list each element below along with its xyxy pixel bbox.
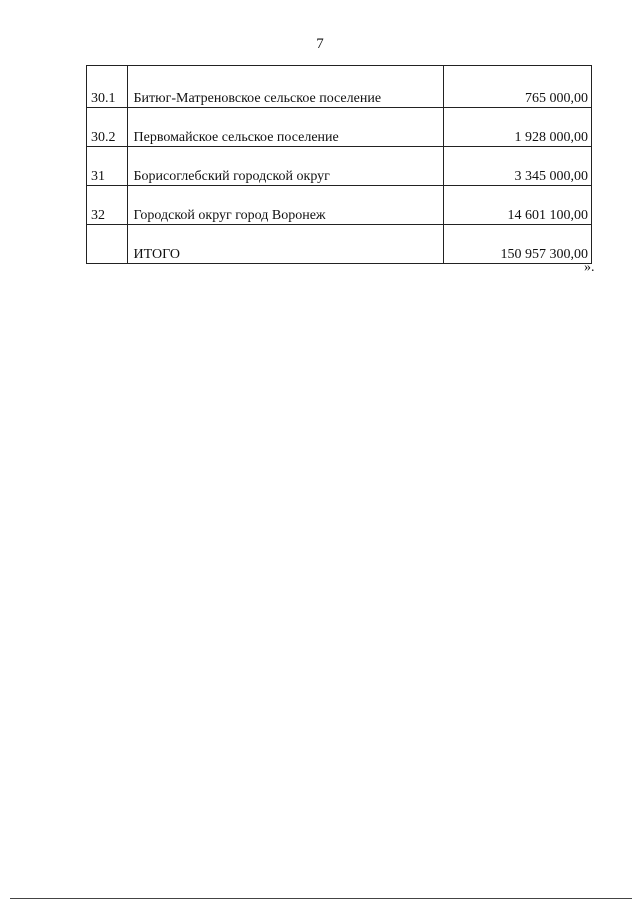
row-number-cell xyxy=(87,225,128,264)
amount-cell: 1 928 000,00 xyxy=(444,108,592,147)
amount-cell: 3 345 000,00 xyxy=(444,147,592,186)
row-number-cell: 30.1 xyxy=(87,66,128,108)
row-number-cell: 30.2 xyxy=(87,108,128,147)
table-body xyxy=(87,66,592,264)
row-number-cell: 32 xyxy=(87,186,128,225)
table-row xyxy=(87,147,592,186)
page-number: 7 xyxy=(316,36,324,52)
allocation-table xyxy=(86,65,592,264)
municipality-name-cell: Битюг-Матреновское сельское поселение xyxy=(127,66,444,108)
total-row xyxy=(87,225,592,264)
amount-cell: 765 000,00 xyxy=(444,66,592,108)
amount-cell: 14 601 100,00 xyxy=(444,186,592,225)
municipality-name-cell: Городской округ город Воронеж xyxy=(127,186,444,225)
table-row xyxy=(87,66,592,108)
row-number-cell: 31 xyxy=(87,147,128,186)
total-label-cell: ИТОГО xyxy=(127,225,444,264)
table-row xyxy=(87,108,592,147)
municipality-name-cell: Борисоглебский городской округ xyxy=(127,147,444,186)
footer-divider xyxy=(10,898,632,899)
table-row xyxy=(87,186,592,225)
municipality-name-cell: Первомайское сельское поселение xyxy=(127,108,444,147)
total-amount-cell: 150 957 300,00 xyxy=(444,225,592,264)
closing-quote: ». xyxy=(584,260,595,275)
